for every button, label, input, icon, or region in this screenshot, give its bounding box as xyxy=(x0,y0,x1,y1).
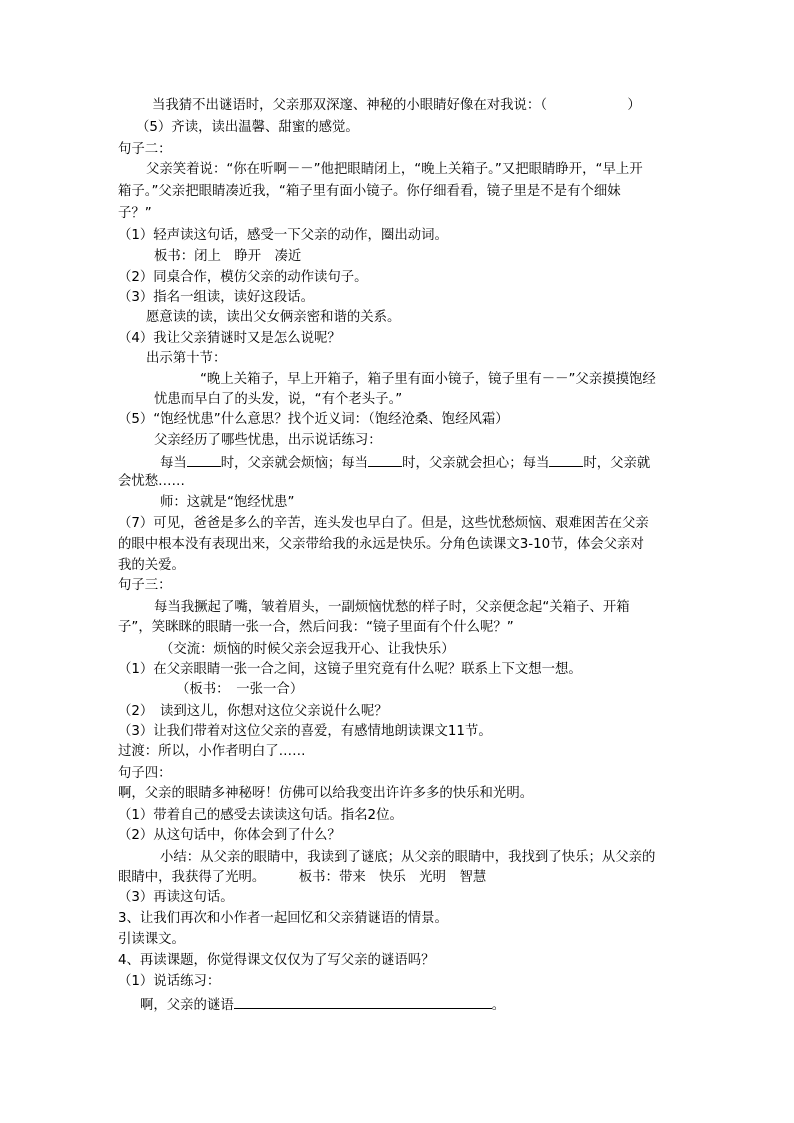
text-line: 啊，父亲的眼睛多神秘呀！仿佛可以给我变出许许多多的快乐和光明。 xyxy=(118,786,534,801)
section-heading: 句子三： xyxy=(118,578,172,593)
text-line: 板书：闭上 睁开 凑近 xyxy=(154,249,302,264)
blank xyxy=(549,452,583,467)
text-line: （1）说话练习： xyxy=(118,974,221,989)
text-line: 的眼中根本没有表现出来，父亲带给我的永远是快乐。分角色读课文3-10节，体会父亲对 xyxy=(118,537,644,552)
text-line: 引读课文。 xyxy=(118,932,185,947)
text-line: （4）我让父亲猜谜时又是怎么说呢？ xyxy=(118,331,341,346)
blank xyxy=(368,452,402,467)
text-line: 小结：从父亲的眼睛中，我读到了谜底；从父亲的眼睛中，我找到了快乐；从父亲的 xyxy=(160,850,656,865)
text-line: 愿意读的读，读出父女俩亲密和谐的关系。 xyxy=(146,310,401,325)
text-line: 每当我撅起了嘴，皱着眉头，一副烦恼忧愁的样子时，父亲便念起“关箱子、开箱 xyxy=(154,600,630,615)
fill-in-line: 啊，父亲的谜语 。 xyxy=(140,994,505,1016)
text-line: （7）可见，爸爸是多么的辛苦，连头发也早白了。但是，这些忧愁烦恼、艰难困苦在父亲 xyxy=(118,516,649,531)
section-heading: 句子四： xyxy=(118,766,172,781)
text-line: （1）带着自己的感受去读读这句话。指名2位。 xyxy=(118,808,403,823)
text-line: （5）“饱经忧患”什么意思？找个近义词：（饱经沧桑、饱经风霜） xyxy=(118,412,509,427)
text-line: 父亲经历了哪些忧患，出示说话练习： xyxy=(154,433,382,448)
text-line: 我的关爱。 xyxy=(118,558,185,573)
text-line: 子？” xyxy=(118,206,152,221)
text-line: 过渡：所以，小作者明白了…… xyxy=(118,744,306,759)
text-line: 3、让我们再次和小作者一起回忆和父亲猜谜语的情景。 xyxy=(118,911,448,926)
text-line: （5）齐读，读出温馨、甜蜜的感觉。 xyxy=(136,120,359,135)
blank xyxy=(187,452,221,467)
text-line: （3）再读这句话。 xyxy=(118,890,234,905)
text-line: 忧患而早白了的头发，说，“有个老头子。” xyxy=(154,392,403,407)
text-line: （2） 读到这儿，你想对这位父亲说什么呢？ xyxy=(118,704,388,719)
section-heading: 句子二： xyxy=(118,142,172,157)
text-line: 师：这就是“饱经忧患” xyxy=(160,495,295,510)
text-line: 出示第十节： xyxy=(146,351,227,366)
text-line: （1）轻声读这句话，感受一下父亲的动作，圈出动词。 xyxy=(118,228,448,243)
text-line: 4、再读课题，你觉得课文仅仅为了写父亲的谜语吗？ xyxy=(118,953,435,968)
text-line: 眼睛中，我获得了光明。 板书：带来 快乐 光明 智慧 xyxy=(118,870,487,885)
text-line: 父亲笑着说：“你在听啊－－”他把眼睛闭上，“晚上关箱子。”又把眼睛睁开，“早上开 xyxy=(146,162,643,177)
text-line: 子”，笑眯眯的眼睛一张一合，然后问我：“镜子里面有个什么呢？” xyxy=(118,620,514,635)
text-line: （3）让我们带着对这位父亲的喜爱，有感情地朗读课文11节。 xyxy=(118,724,492,739)
text-line: （板书： 一张一合） xyxy=(176,682,304,697)
text-line: （1）在父亲眼睛一张一合之间，这镜子里究竟有什么呢？联系上下文想一想。 xyxy=(118,662,582,677)
text-line: 会忧愁…… xyxy=(118,474,185,489)
text-line: （交流：烦恼的时候父亲会逗我开心、让我快乐） xyxy=(160,642,455,657)
text-line: （3）指名一组读，读好这段话。 xyxy=(118,290,314,305)
text-line: “晚上关箱子，早上开箱子，箱子里有面小镜子，镜子里有－－”父亲摸摸饱经 xyxy=(200,372,656,387)
blank xyxy=(234,994,492,1009)
text-line: 箱子。”父亲把眼睛凑近我，“箱子里有面小镜子。你仔细看看，镜子里是不是有个细妹 xyxy=(118,184,621,199)
text-line: 当我猜不出谜语时，父亲那双深邃、神秘的小眼睛好像在对我说：（ ） xyxy=(152,98,641,113)
text-line: （2）同桌合作，模仿父亲的动作读句子。 xyxy=(118,270,368,285)
fill-in-line: 每当 时，父亲就会烦恼；每当 时，父亲就会担心；每当 时，父亲就 xyxy=(160,452,650,474)
text-line: （2）从这句话中，你体会到了什么？ xyxy=(118,828,341,843)
